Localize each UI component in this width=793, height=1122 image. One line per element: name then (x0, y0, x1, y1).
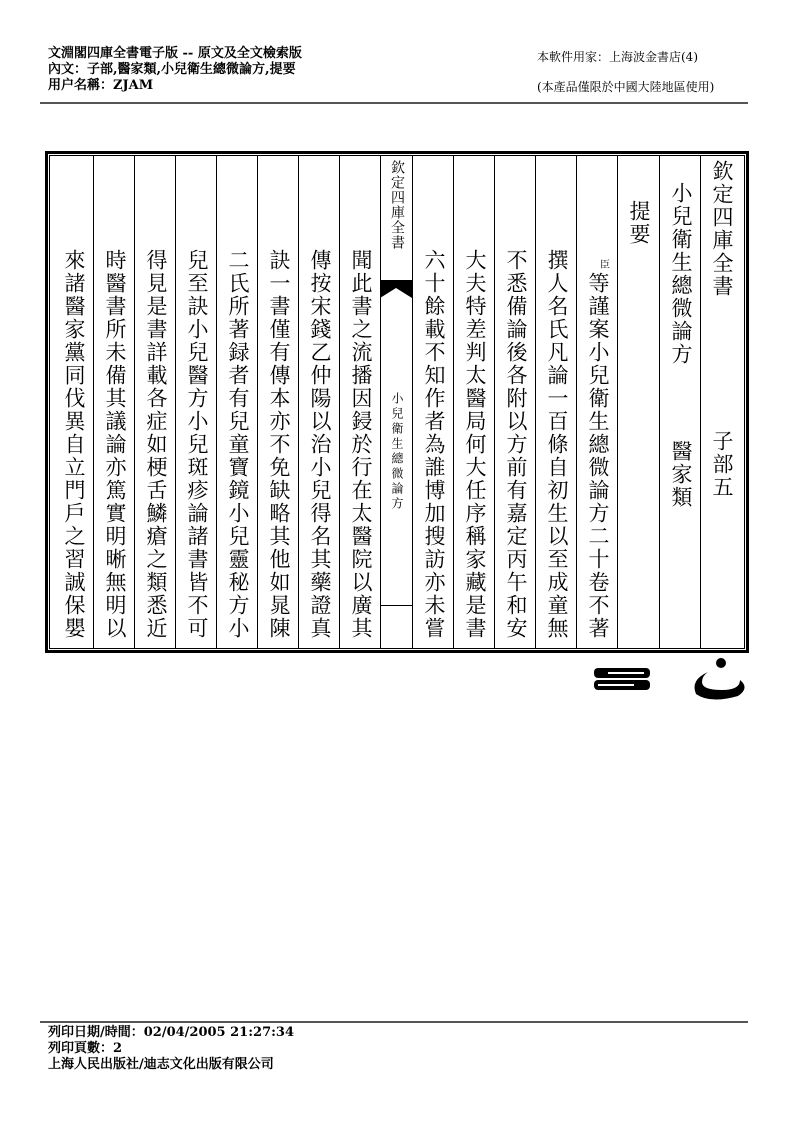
text-column: 等謹案小兒衛生總微論方二十卷不著 (586, 272, 610, 640)
footer-divider (40, 1021, 748, 1023)
text-column: 大夫特差判太醫局何大任序稱家藏是書 (463, 249, 487, 640)
text-column: 時醫書所未備其議論亦篤實明晰無明以 (103, 249, 127, 640)
header-username: 用户名稱：ZJAM (48, 78, 154, 93)
chen-mark: 臣 (600, 260, 610, 271)
title-column: 欽定四庫全書 (710, 160, 734, 298)
book-title: 小兒衛生總微論方 (669, 182, 693, 366)
header-divider (40, 102, 748, 104)
text-column: 聞此書之流播因鋟於行在太醫院以廣其 (349, 249, 373, 640)
publisher-logo (590, 658, 750, 704)
text-column: 得見是書詳載各症如梗舌鱗瘡之類悉近 (144, 249, 168, 640)
banxin-title: 小兒衛生總微論方 (390, 392, 404, 512)
banxin-top: 欽定四庫全書 (389, 160, 405, 250)
text-column: 來諸醫家黨同伐異自立門戶之習誠保嬰 (62, 249, 86, 640)
text-column: 訣一書僅有傳本亦不免缺略其他如晁陳 (267, 249, 291, 640)
header-product: 文淵閣四庫全書電子版 -- 原文及全文檢索版 (48, 46, 302, 61)
category-label: 醫家類 (669, 440, 693, 509)
header-licensee: 本軟件用家：上海波金書店(4) (537, 50, 698, 64)
tiyao-heading: 提要 (627, 200, 651, 246)
text-column: 六十餘載不知作者為誰博加搜訪亦未嘗 (422, 249, 446, 640)
text-column: 二氏所著録者有兒童寶鏡小兒靈秘方小 (226, 249, 250, 640)
print-datetime: 列印日期/時間：02/04/2005 21:27:34 (48, 1025, 295, 1040)
banxin-line (380, 605, 412, 606)
section-label: 子部五 (710, 430, 734, 499)
fishtail-mark (380, 280, 412, 300)
publisher-credit: 上海人民出版社/迪志文化出版有限公司 (48, 1057, 274, 1072)
text-column: 兒至訣小兒醫方小兒斑疹論諸書皆不可 (185, 249, 209, 640)
print-page-count: 列印頁數：2 (48, 1041, 123, 1056)
header-content-path: 內文：子部,醫家類,小兒衛生總微論方,提要 (48, 62, 296, 77)
text-column: 不悉備論後各附以方前有嘉定丙午和安 (504, 249, 528, 640)
text-column: 撰人名氏凡論一百條自初生以至成童無 (545, 249, 569, 640)
header-region-notice: (本產品僅限於中國大陸地區使用) (537, 80, 715, 94)
text-column: 傳按宋錢乙仲陽以治小兒得名其藥證真 (308, 249, 332, 640)
